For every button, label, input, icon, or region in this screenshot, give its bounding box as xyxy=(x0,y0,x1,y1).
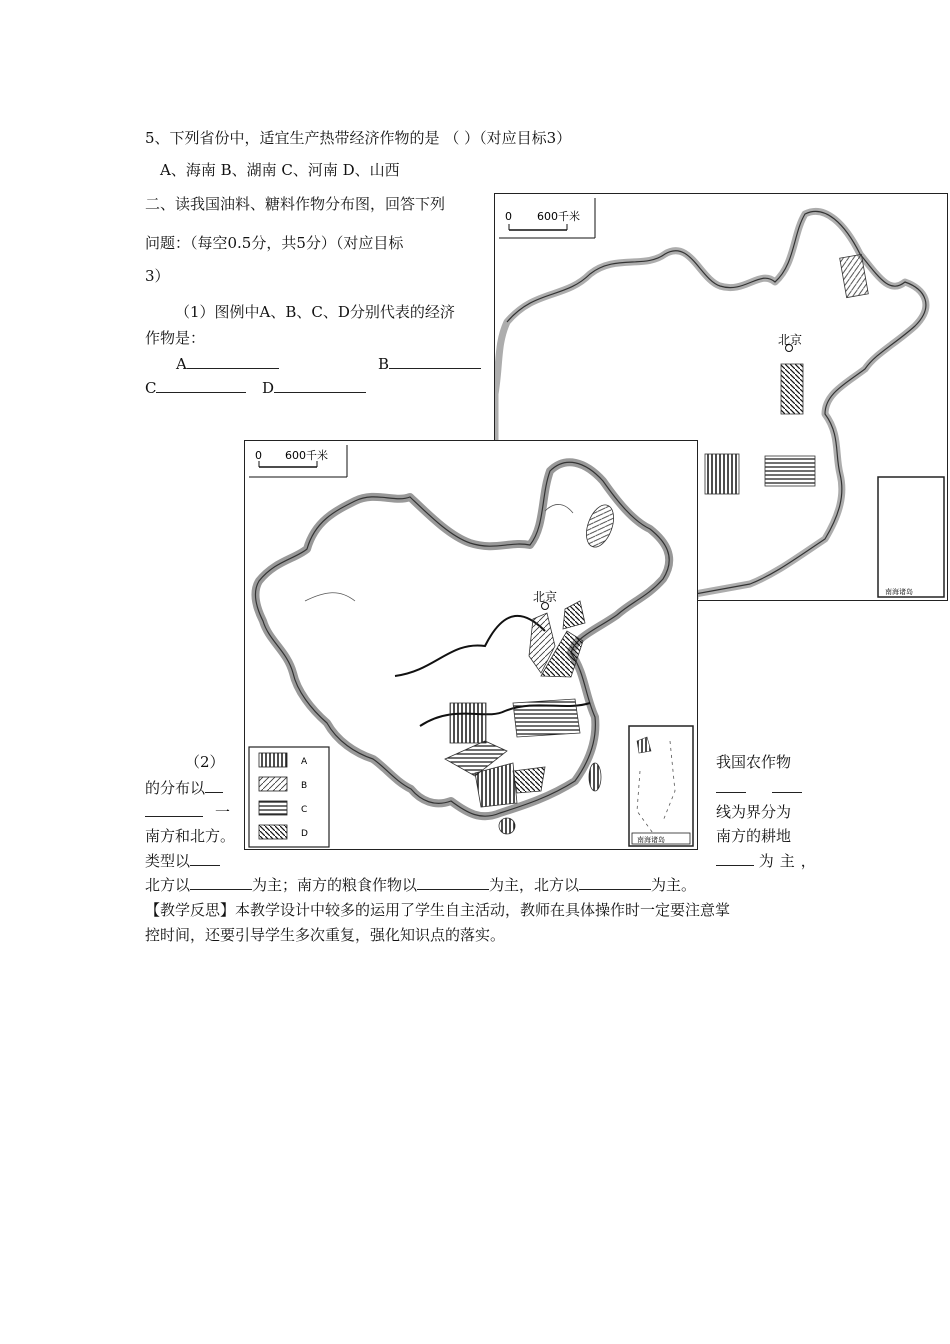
scale-zero-label: 0 xyxy=(505,210,512,223)
reflection-line2: 控时间，还要引导学生多次重复，强化知识点的落实。 xyxy=(145,926,506,944)
china-crop-map xyxy=(244,440,698,850)
sub2-left2 xyxy=(145,778,223,798)
capital-label: 北京 xyxy=(533,590,558,604)
sub2-left4-text: 类型以 xyxy=(145,852,191,870)
sub2-line5 xyxy=(145,875,696,895)
sub2-right1: 我国农作物 xyxy=(716,753,792,771)
scale-distance-label: 600千米 xyxy=(285,449,328,462)
sub2-right-blank1[interactable] xyxy=(716,778,802,798)
reflection-line1: 【教学反思】本教学设计中较多的运用了学生自主活动，教师在具体操作时一定要注意掌 xyxy=(145,901,731,919)
answer-b[interactable] xyxy=(378,354,481,374)
sub2-left1: （2） xyxy=(185,753,225,771)
answer-b-label: B xyxy=(378,355,390,373)
sub2-left3: 南方和北方。 xyxy=(145,827,236,845)
line5-b: 为主；南方的粮食作物以 xyxy=(252,876,418,894)
inset-label: 南海诸岛 xyxy=(885,588,913,596)
sub2-right2: 线为界分为 xyxy=(716,803,792,821)
section2-line3: 3） xyxy=(145,267,170,285)
line5-d: 为主。 xyxy=(651,876,697,894)
blank-north-farmland[interactable] xyxy=(190,875,252,890)
scale-bar xyxy=(249,445,347,477)
legend-d-label: D xyxy=(301,829,308,839)
map-legend xyxy=(249,747,329,847)
sub2-left-blank2[interactable] xyxy=(145,802,230,822)
region-a-hainan xyxy=(499,818,515,834)
answer-c-label: C xyxy=(145,379,157,397)
question-5-options: A、海南 B、湖南 C、河南 D、山西 xyxy=(160,161,400,179)
blank-north-grain[interactable] xyxy=(579,875,651,890)
answer-a[interactable] xyxy=(176,354,279,374)
sub2-left4 xyxy=(145,851,220,871)
answer-d-label: D xyxy=(262,379,275,397)
answer-a-label: A xyxy=(176,355,187,373)
sub1-line1: （1）图例中A、B、C、D分别代表的经济 xyxy=(175,303,455,321)
region-c-yangtze xyxy=(513,699,580,737)
scale-zero-label: 0 xyxy=(255,449,262,462)
inset-label: 南海诸岛 xyxy=(637,836,665,844)
region-d-south xyxy=(513,767,545,793)
section2-line2: 问题：（每空0.5分，共5分）（对应目标 xyxy=(145,234,404,252)
sub2-right4-text: 为主， xyxy=(758,852,822,870)
capital-label: 北京 xyxy=(778,333,803,347)
legend-b-label: B xyxy=(301,781,308,791)
sub2-left2-text: 的分布以 xyxy=(145,779,206,797)
sub2-right4 xyxy=(716,851,822,871)
sub1-line2: 作物是： xyxy=(145,329,206,347)
legend-c-label: C xyxy=(301,805,308,815)
question-5: 5、下列省份中，适宜生产热带经济作物的是 （ ）（对应目标3） xyxy=(145,129,572,147)
south-china-sea-inset xyxy=(629,726,693,846)
answer-c[interactable] xyxy=(145,378,246,398)
line5-c: 为主，北方以 xyxy=(489,876,580,894)
sub2-dash: 一 xyxy=(215,803,231,821)
answer-d[interactable] xyxy=(262,378,366,398)
scale-distance-label: 600千米 xyxy=(537,210,580,223)
region-a-taiwan xyxy=(589,763,601,791)
blank-south-grain[interactable] xyxy=(417,875,489,890)
region-a-sichuan xyxy=(450,703,486,743)
sub2-right3: 南方的耕地 xyxy=(716,827,792,845)
section2-line1: 二、读我国油料、糖料作物分布图，回答下列 xyxy=(145,195,446,213)
line5-a: 北方以 xyxy=(145,876,191,894)
legend-a-label: A xyxy=(301,757,308,767)
